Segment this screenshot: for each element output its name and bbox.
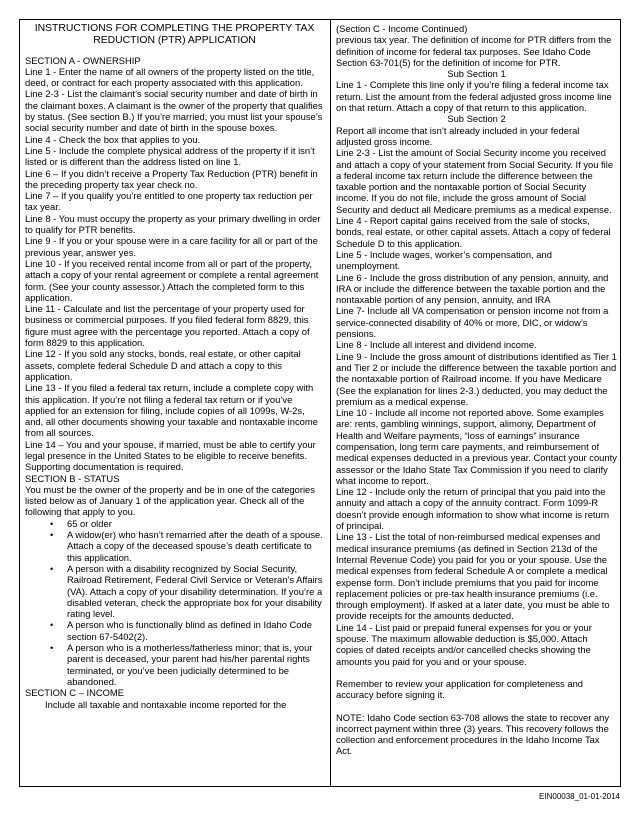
instruction-line: Line 12 - Include only the return of principal that you paid into the annuity and attach a copy of the annuity contract. Form 1099-R doesn’t provide enough information to show what income is return of principal. xyxy=(336,486,610,532)
instruction-line: Line 8 - Include all interest and dividend income. xyxy=(336,339,537,351)
status-bullet-item: • A person who is a motherless/fatherless minor; that is, your parent is deceased, your parent had his/her parental rights terminated, or you’ve been judicially determined to be abandoned. xyxy=(25,642,324,687)
instruction-line: Line 10 - If you received rental income from all or part of the property, attach a copy of your rental agreement or complete a rental agreement form. (See your county assessor.) Attach the completed form to this application. xyxy=(25,257,319,303)
instruction-line: Line 7 – If you qualify you’re entitled to one property tax reduction per tax year. xyxy=(25,190,313,213)
section-a-heading: SECTION A - OWNERSHIP xyxy=(25,54,141,66)
instruction-line: Line 14 - List paid or prepaid funeral expenses for you or your spouse. The maximum allowable deduction is $5,000. Attach copies of dated receipts and/or cancelled checks showing the amounts you paid for you and or your spouse. xyxy=(336,621,592,667)
section-c-continued-intro: previous tax year. The definition of income for PTR differs from the definition of income for federal tax purposes. See Idaho Code Section 63-701(5) for the definition of income for PTR. xyxy=(336,34,612,68)
instruction-line: Line 6 - Include the gross distribution of any pension, annuity, and IRA or include the difference between the taxable portion and the nontaxable portion of any pension, annuity, and IRA xyxy=(336,271,609,306)
left-column xyxy=(25,23,324,710)
instruction-line: Line 9 - If you or your spouse were in a care facility for all or part of the previous year, answer yes. xyxy=(25,235,318,258)
status-bullet-item: • 65 or older xyxy=(25,518,324,529)
status-bullet-item: • A person who is functionally blind as defined in Idaho Code section 67-5402(2). xyxy=(25,619,324,642)
instruction-line: Line 11 - Calculate and list the percentage of your property used for business or commercial purposes. If you filed federal form 8829, this figure must agree with the percentage you reported. Attach a copy of form 8829 to this application. xyxy=(25,303,310,349)
status-list xyxy=(25,518,324,687)
sub-section-2-intro: Report all income that isn’t already included in your federal adjusted gross income. xyxy=(336,124,580,147)
column-divider xyxy=(330,20,331,786)
section-c-heading: SECTION C – INCOME xyxy=(25,687,124,699)
instruction-line: Line 8 - You must occupy the property as your primary dwelling in order to qualify for PTR benefits. xyxy=(25,212,321,236)
page-title: INSTRUCTIONS FOR COMPLETING THE PROPERTY TAX REDUCTION (PTR) APPLICATION xyxy=(34,23,315,46)
instruction-line: Line 9 - Include the gross amount of distributions identified as Tier 1 and Tier 2 or include the difference between the taxable portion and the nontaxable portion of Railroad income. If you have Medicare (See the explanation for lines 2-3.) deducted, you may deduct the premium as a medical expense. xyxy=(336,350,617,407)
instruction-line: Line 14 – You and your spouse, if married, must be able to certify your legal presence in the United States to be eligible to receive benefits. Supporting documentation is required. xyxy=(25,438,316,473)
section-b-heading: SECTION B - STATUS xyxy=(25,472,120,484)
status-bullet-item: • A widow(er) who hasn’t remarried after the death of a spouse. Attach a copy of the deceased spouse’s death certificate to this application. xyxy=(25,529,324,563)
section-b-intro: You must be the owner of the property and be in one of the categories listed below as of January 1 of the application year. Check all of the following that apply to you. xyxy=(25,483,315,518)
instruction-line: Line 13 - List the total of non-reimbursed medical expenses and medical insurance premiums (as defined in Section 213d of the Internal Revenue Code) you paid for you or your spouse. Use the medical expenses from federal Schedule A or complete a medical expense form. Don’t include premiums that you paid for income replacement policies or pre-tax health insurance premiums (i.e. through employment). If asked at a later date, you must be able to provide receipts for the amounts deducted. xyxy=(336,531,610,622)
review-reminder: Remember to review your application for completeness and accuracy before signing it. xyxy=(336,677,583,701)
sub-section-2-lines xyxy=(336,147,617,667)
instruction-line: Line 5 - Include the complete physical address of the property if it isn’t listed or is different than the address listed on line 1. xyxy=(25,144,315,168)
sub-section-1-heading: Sub Section 1 xyxy=(447,68,506,80)
section-c-continued-heading: (Section C - Income Continued) xyxy=(336,23,468,34)
instruction-line: Line 6 – If you didn’t receive a Property Tax Reduction (PTR) benefit in the preceding property tax year check no. xyxy=(25,167,318,190)
instruction-line: Line 10 - Include all income not reported above. Some examples are: rents, gambling winnings, support, alimony, Department of Health and Welfare payments, “loss of earnings” insurance compensation, long term care payments, and reimbursement of medical expenses deducted in a previous year. Contact your county assessor or the Idaho State Tax Commission if you need to clarify what income to report. xyxy=(336,407,617,486)
right-column xyxy=(336,23,617,757)
instruction-line: Line 4 - Report capital gains received from the sale of stocks, bonds, real estate, or other capital assets. Attach a copy of federal Schedule D to this application. xyxy=(336,215,611,249)
instructions-frame xyxy=(19,19,621,787)
instruction-line: Line 4 - Check the box that applies to you. xyxy=(25,133,201,145)
recovery-note: NOTE: Idaho Code section 63-708 allows the state to recover any incorrect payment within three (3) years. This recovery follows the collection and enforcement procedures in the Idaho Income Tax Act. xyxy=(336,711,610,757)
instruction-line: Line 1 - Complete this line only if you’re filing a federal income tax return. List the amount from the federal adjusted gross income line on that return. Attach a copy of that return to this application. xyxy=(336,79,612,114)
instruction-line: Line 12 - If you sold any stocks, bonds, real estate, or other capital assets, complete federal Schedule D and attach a copy to this application. xyxy=(25,348,301,382)
instruction-line: Line 1 - Enter the name of all owners of the property listed on the title, deed, or contract for each property associated with this application. xyxy=(25,65,315,89)
instruction-line: Line 13 - If you filed a federal tax return, include a complete copy with this application. If you’re not filing a federal tax return or if you’ve applied for an extension for filing, include copies of all 1099s, W-2s, and, all other documents showing your taxable and nontaxable income from all sources. xyxy=(25,382,318,439)
sub-section-2-heading: Sub Section 2 xyxy=(447,113,506,125)
instruction-line: Line 2-3 - List the amount of Social Security income you received and attach a copy of your statement from Social Security. If you file a federal income tax return include the difference between the taxable portion and the nontaxable portion of Social Security income. If you do not file, include the gross amount of Social Security and deduct all Medicare premiums as a medical expense. xyxy=(336,147,614,215)
section-a-lines xyxy=(25,66,324,473)
instruction-line: Line 2-3 - List the claimant’s social security number and date of birth in the claimant boxes. A claimant is the owner of the property that qualifies by status. (See section B.) If you’re married, you must list your spouse’s social security number and date of birth in the spouse boxes. xyxy=(25,88,323,134)
status-bullet-item: • A person with a disability recognized by Social Security, Railroad Retirement, Federal Civil Service or Veteran’s Affairs (VA). Attach a copy of your disability determination. If you’re a disabled veteran, check the appropriate box for your disability rating level. xyxy=(25,563,324,619)
instruction-line: Line 5 - Include wages, worker’s compensation, and unemployment. xyxy=(336,248,552,272)
instruction-line: Line 7- Include all VA compensation or pension income not from a service-connected disability of 40% or more, DIC, or widow’s pensions. xyxy=(336,305,609,340)
form-id: EIN00038_01-01-2014 xyxy=(539,792,620,801)
section-c-intro: Include all taxable and nontaxable income reported for the xyxy=(45,698,287,710)
sub-section-1-lines xyxy=(336,79,617,113)
